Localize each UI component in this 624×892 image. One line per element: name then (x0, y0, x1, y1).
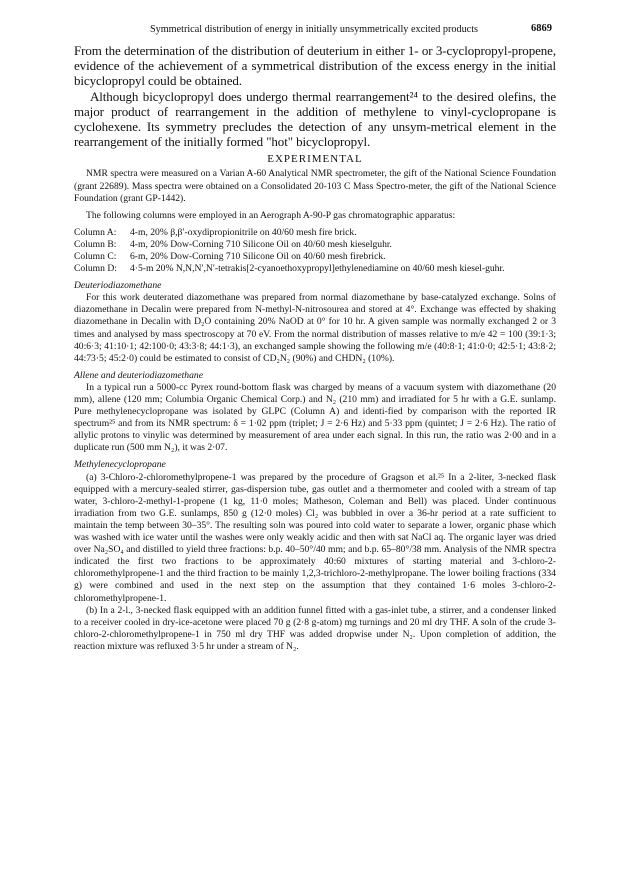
running-title: Symmetrical distribution of energy in initially unsymmetrically excited products (149, 24, 478, 35)
column-row-b (74, 239, 556, 251)
experimental-heading: EXPERIMENTAL (267, 153, 363, 166)
page-number: 6869 (531, 23, 552, 34)
column-description: 4-m, 20% Dow-Corning 710 Silicone Oil on 40/60 mesh kieselguhr. (130, 238, 392, 250)
section-text-methylenecyclopropane-a: (a) 3-Chloro-2-chloromethylpropene-1 was prepared by the procedure of Gragson et al.²⁵ In a 2-liter, 3-necked flask equipped with a mercury-sealed stirrer, gas-dispersion tube, gas outlet and a thermometer and cooled with a stream of tap water, 3-chloro-2-methyl-1-propene (1 kg, 11·0 moles; Matheson, Coleman and Bell) was placed. Under continuous irradiation from two G.E. sunlamps, 850 g (12·0 moles) Cl₂ was bubbled in over a 36-hr period at a rate sufficient to maintain the temp between 30–35°. The resulting soln was poured into cold water to separate a lower, organic phase which was washed with ice water until the washes were only weakly acidic and then with sat NaCl aq. The organic layer was dried over Na₂SO₄ and distilled to yield three fractions: b.p. 40–50°/40 mm; and b.p. 65–80°/38 mm. Analysis of the NMR spectra indicated the first two fractions to be approximately 40:60 mixtures of starting material and 3-chloro-2-chloromethylpropene-1 and the third fraction to be mainly 1,2,3-trichloro-2-methylpropane. The lower boiling fractions (334 g) were combined and used in the next step on the assumption that they contained 1·6 moles 3-chloro-2-chloromethylpropene-1. (74, 471, 556, 604)
column-row-a (74, 227, 556, 239)
section-title-methylenecyclopropane: Methylenecyclopropane (74, 459, 166, 471)
section-title-deuteriodiazomethane: Deuteriodiazomethane (74, 280, 162, 292)
section-text-methylenecyclopropane-b: (b) In a 2-l., 3-necked flask equipped with an addition funnel fitted with a gas-inlet tube, a stirrer, and a condenser linked to a receiver cooled in dry-ice-acetone were placed 70 g (2·8 g-atom) mg turnings and 20 ml dry THF. A soln of the crude 3-chloro-2-chloromethylpropene-1 in 750 ml dry THF was added dropwise under N₂. Upon completion of addition, the reaction mixture was refluxed 3·5 hr under a stream of N₂. (74, 604, 556, 652)
intro-paragraph-2: Although bicyclopropyl does undergo thermal rearrangement²⁴ to the desired olefins, the major product of rearrangement in the addition of methylene to vinyl-cyclopropane is cyclohexene. Its symmetry precludes the detection of any unsym-metrical element in the rearrangement of the initially formed "hot" bicyclopropyl. (74, 88, 556, 150)
article-body (74, 43, 556, 653)
experimental-paragraph-1: NMR spectra were measured on a Varian A-60 Analytical NMR spectrometer, the gift of the National Science Foundation (grant 22689). Mass spectra were obtained on a Consolidated 20-103 C Mass Spectro-meter, the gift of the National Science Foundation (grant GP-1442). (74, 168, 556, 204)
column-description: 4-m, 20% β,β′-oxydipropionitrile on 40/60 mesh fire brick. (130, 226, 357, 238)
column-row-d (74, 263, 556, 275)
column-label: Column D: (74, 263, 117, 275)
section-text-allene: In a typical run a 5000-cc Pyrex round-bottom flask was charged by means of a vacuum system with diazomethane (20 mm), allene (120 mm; Columbia Organic Chemical Corp.) and N₂ (210 mm) and irradiated for 5 hr with a G.E. sunlamp. Pure methylenecyclopropane was isolated by GLPC (Column A) and identi-fied by comparison with the reported IR spectrum²⁵ and from its NMR spectrum: δ = 1·02 ppm (triplet; J = 2·6 Hz) and 5·33 ppm (quintet; J = 2·6 Hz). The ratio of allylic protons to vinylic was determined by measurement of area under each signal. In this run, the ratio was 2·00 and in a duplicate run (500 mm N₂), it was 2·07. (74, 381, 556, 454)
column-list (74, 227, 556, 275)
column-label: Column A: (74, 226, 117, 238)
column-label: Column B: (74, 238, 117, 250)
column-description: 4·5-m 20% N,N,N′,N′-tetrakis[2-cyanoethoxypropyl]ethylenediamine on 40/60 mesh kiesel-guhr. (130, 263, 505, 275)
section-title-allene: Allene and deuteriodiazomethane (74, 369, 203, 381)
column-description: 6-m, 20% Dow-Corning 710 Silicone Oil on 40/60 mesh firebrick. (130, 250, 386, 262)
section-text-deuteriodiazomethane: For this work deuterated diazomethane was prepared from normal diazomethane by base-catalyzed exchange. Solns of diazomethane in Decalin were prepared from N-methyl-N-nitrosourea and stored at 4°. Exchange was effected by shaking diazomethane in Decalin with D₂O containing 20% NaOD at 0° for 10 hr. A given sample was normally exchanged 2 or 3 times and analysed by mass spectroscopy at 70 eV. From the normal distribution of masses relative to m/e 42 = 100 (39:1·3; 40:6·3; 41:10·1; 42:100·0; 43:3·8; 44:1·3), an exchanged sample showing the following m/e (40:8·1; 41:0·0; 42:5·1; 43:8·2; 44:73·5; 45:2·0) could be estimated to consist of CD₂N₂ (90%) and CHDN₂ (10%). (74, 292, 556, 364)
experimental-paragraph-2: The following columns were employed in an Aerograph A-90-P gas chromatographic apparatus: (86, 209, 456, 221)
column-label: Column C: (74, 250, 117, 262)
intro-paragraph-1: From the determination of the distribution of deuterium in either 1- or 3-cyclopropyl-propene, evidence of the achievement of a symmetrical distribution of the excess energy in the initial bicyclopropyl could be obtained. (74, 43, 556, 89)
column-row-c (74, 251, 556, 263)
